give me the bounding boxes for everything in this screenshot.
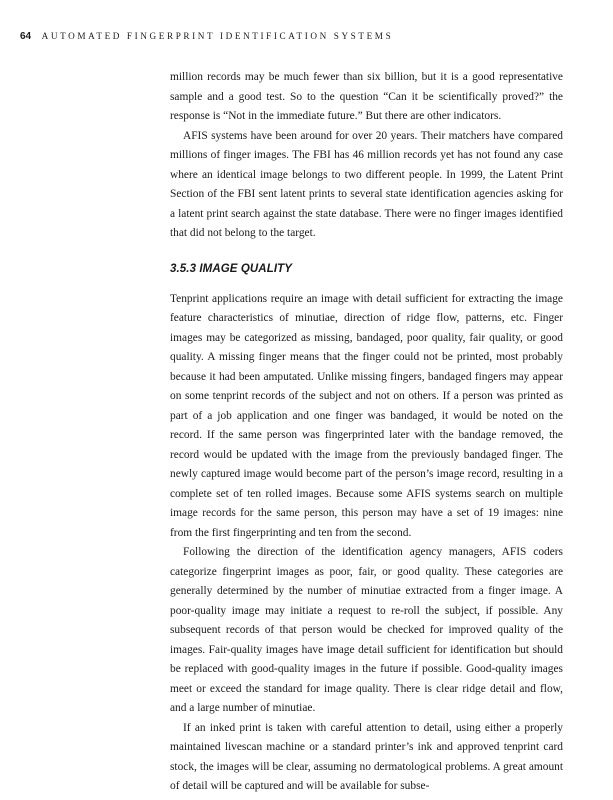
running-title: AUTOMATED FINGERPRINT IDENTIFICATION SYSTEMS xyxy=(41,31,394,41)
body-text xyxy=(170,68,563,797)
paragraph: If an inked print is taken with careful attention to detail, using either a properly maintained livescan machine or a standard printer’s ink and approved tenprint card stock, the images will be clear, assuming no dermatological problems. A great amount of detail will be captured and will be available for subse- xyxy=(170,721,563,792)
paragraph: AFIS systems have been around for over 20 years. Their matchers have compared millions of finger images. The FBI has 46 million records yet has not found any case where an identical image belongs to two different people. In 1999, the Latent Print Section of the FBI sent latent prints to several state identification agencies asking for a latent print search against the state database. There were no finger images identified that did not belong to the target. xyxy=(170,129,563,239)
section-heading: 3.5.3 IMAGE QUALITY xyxy=(170,262,293,275)
page-number: 64 xyxy=(20,31,32,42)
paragraph: Tenprint applications require an image with detail sufficient for extracting the image feature characteristics of minutiae, direction of ridge flow, patterns, etc. Finger images may be categorized as missing, bandaged, poor quality, fair quality, or good quality. A missing finger means that the finger could not be printed, most probably because it had been amputated. Unlike missing fingers, bandaged fingers may appear on some tenprint records of the subject and not on others. If a person was printed as part of a job application and one finger was bandaged, it would be noted on the record. If the same person was fingerprinted later with the bandage removed, the record would be updated with the image from the previously bandaged finger. The newly captured image would become part of the person’s image record, resulting in a complete set of ten rolled images. Because some AFIS systems search on multiple image records for the same person, this person may have a set of 19 images: nine from the first fingerprinting and ten from the second. xyxy=(170,292,563,539)
paragraph-continued: million records may be much fewer than six billion, but it is a good representative sample and a good test. So to the question “Can it be scientifically proved?” the response is “Not in the immediate future.” But there are other indicators. xyxy=(170,71,563,122)
running-head xyxy=(20,30,593,43)
paragraph: Following the direction of the identification agency managers, AFIS coders categorize fingerprint images as poor, fair, or good quality. These categories are generally determined by the number of minutiae extracted from a finger image. A poor-quality image may initiate a request to re-roll the subject, if possible. Any subsequent records of that person would be checked for improved quality of the images. Fair-quality images have image detail sufficient for identification but should be replaced with good-quality images in the future if possible. Good-quality images meet or exceed the standard for image quality. There is clear ridge detail and flow, and a large number of minutiae. xyxy=(170,546,563,714)
